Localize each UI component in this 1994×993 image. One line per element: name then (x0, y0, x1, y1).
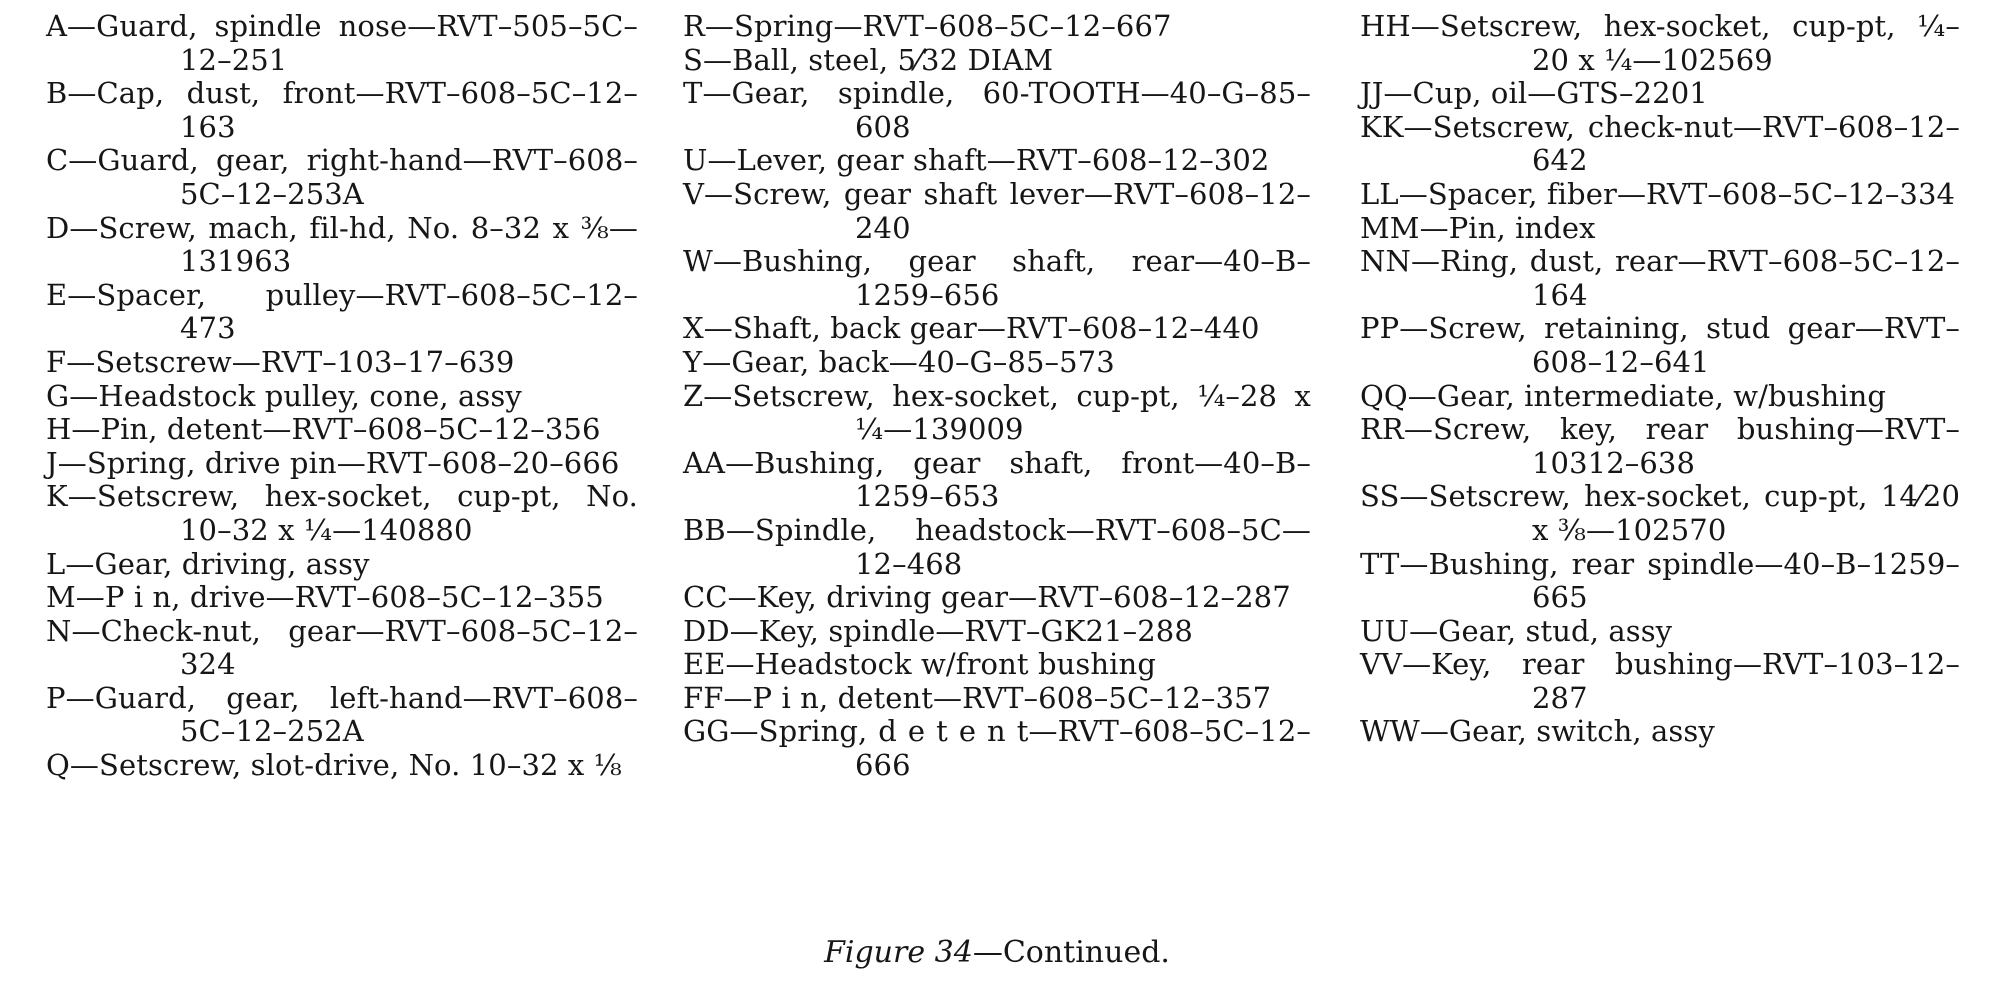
parts-entry: E—Spacer, pulley—RVT–608–5C–12–473 (46, 277, 638, 346)
parts-entry: NN—Ring, dust, rear—RVT–608–5C–12–164 (1360, 244, 1960, 312)
parts-entry: VV—Key, rear bushing—RVT–103–12–287 (1360, 647, 1960, 715)
parts-entry: PP—Screw, retaining, stud gear—RVT–608–12–641 (1360, 311, 1960, 379)
parts-entry: SS—Setscrew, hex-socket, cup-pt, 14⁄20 x ⅜—102570 (1360, 479, 1960, 547)
parts-entry: GG—Spring, d e t e n t—RVT–608–5C–12–666 (683, 714, 1311, 783)
parts-entry: BB—Spindle, headstock—RVT–608–5C—12–468 (683, 512, 1311, 581)
parts-entry: C—Guard, gear, right-hand—RVT–608–5C–12–253A (46, 143, 638, 211)
parts-entry: QQ—Gear, intermediate, w/bushing (1360, 378, 1887, 413)
parts-entry: A—Guard, spindle nose—RVT–505–5C–12–251 (46, 9, 638, 77)
parts-entry: Y—Gear, back—40–G–85–573 (683, 344, 1115, 379)
parts-entry: W—Bushing, gear shaft, rear—40–B–1259–656 (683, 244, 1311, 312)
parts-entry: V—Screw, gear shaft lever—RVT–608–12–240 (683, 176, 1311, 245)
parts-entry: EE—Headstock w/front bushing (683, 647, 1156, 682)
parts-entry: X—Shaft, back gear—RVT–608–12–440 (683, 311, 1260, 346)
parts-entry: RR—Screw, key, rear bushing—RVT–10312–638 (1360, 412, 1960, 480)
parts-entry: G—Headstock pulley, cone, assy (46, 378, 522, 413)
parts-entry: WW—Gear, switch, assy (1360, 714, 1715, 749)
figure-label: Figure 34 (824, 935, 973, 970)
parts-entry: J—Spring, drive pin—RVT–608–20–666 (46, 445, 620, 480)
parts-entry: JJ—Cup, oil—GTS–2201 (1360, 76, 1708, 111)
parts-entry: FF—P i n, detent—RVT–608–5C–12–357 (683, 680, 1272, 715)
parts-entry: UU—Gear, stud, assy (1360, 613, 1673, 648)
parts-column-3 (1360, 10, 1960, 749)
parts-entry: F—Setscrew—RVT–103–17–639 (46, 344, 515, 379)
parts-entry: Q—Setscrew, slot-drive, No. 10–32 x ⅛ (46, 748, 622, 783)
parts-entry: MM—Pin, index (1360, 210, 1596, 245)
parts-entry: K—Setscrew, hex-socket, cup-pt, No. 10–32 x ¼—140880 (46, 479, 638, 547)
parts-entry: U—Lever, gear shaft—RVT–608–12–302 (683, 143, 1270, 178)
parts-entry: S—Ball, steel, 5⁄32 DIAM (683, 42, 1054, 77)
parts-entry: CC—Key, driving gear—RVT–608–12–287 (683, 580, 1291, 615)
parts-entry: R—Spring—RVT–608–5C–12–667 (683, 9, 1172, 43)
parts-entry: N—Check-nut, gear—RVT–608–5C–12–324 (46, 613, 638, 682)
parts-entry: LL—Spacer, fiber—RVT–608–5C–12–334 (1360, 176, 1956, 211)
parts-entry: HH—Setscrew, hex-socket, cup-pt, ¼–20 x ¼—102569 (1360, 9, 1960, 77)
parts-entry: P—Guard, gear, left-hand—RVT–608–5C–12–252A (46, 680, 638, 749)
parts-entry: L—Gear, driving, assy (46, 546, 370, 581)
parts-entry: KK—Setscrew, check-nut—RVT–608–12–642 (1360, 109, 1960, 178)
parts-entry: T—Gear, spindle, 60-TOOTH—40–G–85–608 (683, 76, 1311, 144)
parts-entry: M—P i n, drive—RVT–608–5C–12–355 (46, 580, 604, 615)
parts-entry: AA—Bushing, gear shaft, front—40–B–1259–653 (683, 445, 1311, 514)
figure-caption (0, 935, 1994, 970)
parts-entry: D—Screw, mach, fil-hd, No. 8–32 x ⅜—131963 (46, 210, 638, 279)
parts-entry: Z—Setscrew, hex-socket, cup-pt, ¼–28 x ¼—139009 (683, 378, 1311, 447)
parts-entry: DD—Key, spindle—RVT–GK21–288 (683, 613, 1193, 648)
figure-caption-suffix: —Continued. (972, 935, 1170, 970)
parts-entry: TT—Bushing, rear spindle—40–B–1259–665 (1360, 546, 1960, 615)
parts-column-2 (683, 10, 1311, 783)
parts-entry: H—Pin, detent—RVT–608–5C–12–356 (46, 412, 601, 447)
parts-column-1 (46, 10, 638, 783)
parts-entry: B—Cap, dust, front—RVT–608–5C–12–163 (46, 76, 638, 144)
